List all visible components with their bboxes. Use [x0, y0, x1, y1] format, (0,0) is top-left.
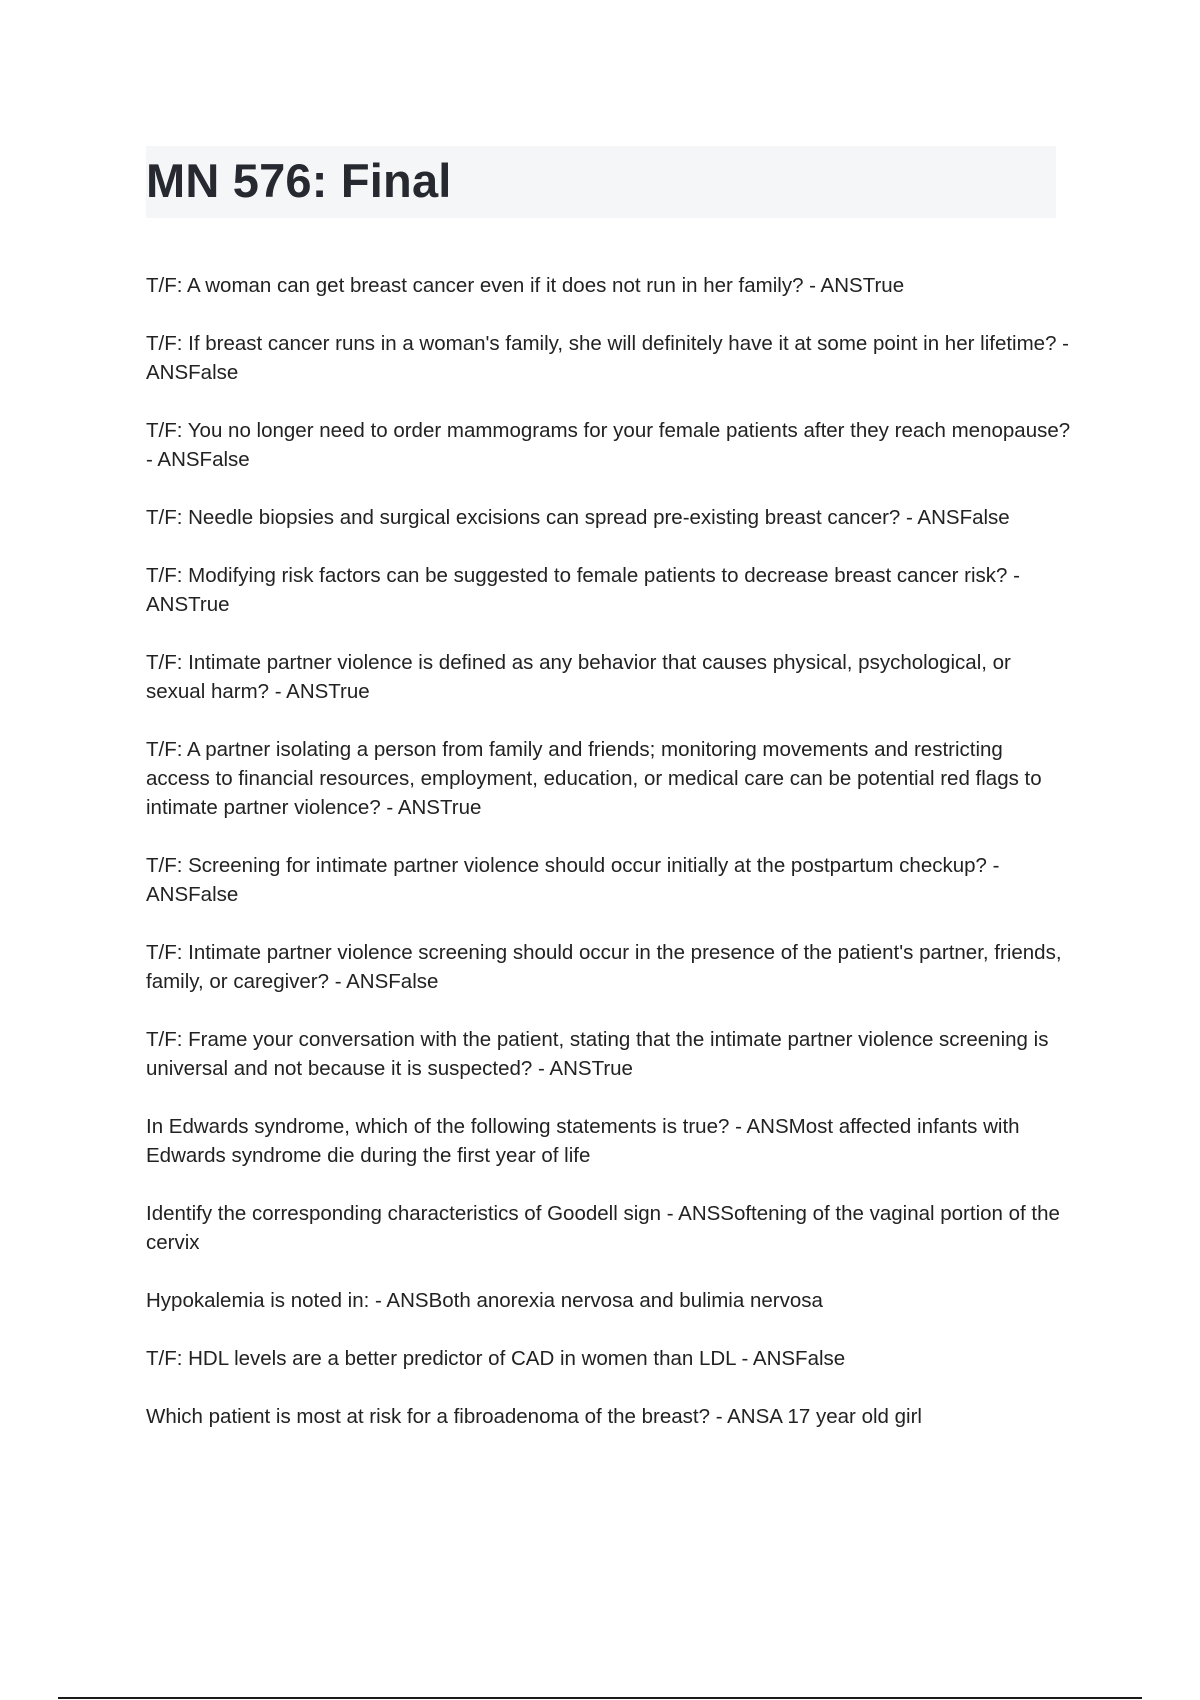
qa-item: T/F: Intimate partner violence is defined as any behavior that causes physical, psychological, or sexual harm? - ANSTrue — [146, 651, 1011, 703]
qa-item: Which patient is most at risk for a fibroadenoma of the breast? - ANSA 17 year old girl — [146, 1405, 922, 1428]
qa-item: T/F: Screening for intimate partner violence should occur initially at the postpartum checkup? - ANSFalse — [146, 854, 1000, 906]
qa-list — [146, 271, 1071, 1460]
qa-item: Identify the corresponding characteristics of Goodell sign - ANSSoftening of the vaginal portion of the cervix — [146, 1202, 1060, 1254]
qa-item: T/F: Needle biopsies and surgical excisions can spread pre-existing breast cancer? - ANSFalse — [146, 506, 1010, 529]
qa-item: T/F: Frame your conversation with the patient, stating that the intimate partner violence screening is universal and not because it is suspected? - ANSTrue — [146, 1028, 1049, 1080]
qa-item: T/F: You no longer need to order mammograms for your female patients after they reach menopause? - ANSFalse — [146, 419, 1071, 471]
qa-item: In Edwards syndrome, which of the following statements is true? - ANSMost affected infants with Edwards syndrome die during the first year of life — [146, 1115, 1020, 1167]
qa-item: Hypokalemia is noted in: - ANSBoth anorexia nervosa and bulimia nervosa — [146, 1289, 823, 1312]
qa-item: T/F: A woman can get breast cancer even if it does not run in her family? - ANSTrue — [146, 274, 905, 297]
qa-item: T/F: A partner isolating a person from family and friends; monitoring movements and restricting access to financial resources, employment, education, or medical care can be potential red flags to intimate partner violence? - ANSTrue — [146, 738, 1042, 819]
qa-item: T/F: Modifying risk factors can be suggested to female patients to decrease breast cancer risk? - ANSTrue — [146, 564, 1020, 616]
page-title: MN 576: Final — [146, 154, 452, 207]
page-bottom-divider — [58, 1697, 1142, 1699]
qa-item: T/F: If breast cancer runs in a woman's family, she will definitely have it at some point in her lifetime? - ANSFalse — [146, 332, 1069, 384]
qa-item: T/F: Intimate partner violence screening should occur in the presence of the patient's partner, friends, family, or caregiver? - ANSFalse — [146, 941, 1062, 993]
qa-item: T/F: HDL levels are a better predictor of CAD in women than LDL - ANSFalse — [146, 1347, 846, 1370]
title-band — [146, 146, 1056, 218]
